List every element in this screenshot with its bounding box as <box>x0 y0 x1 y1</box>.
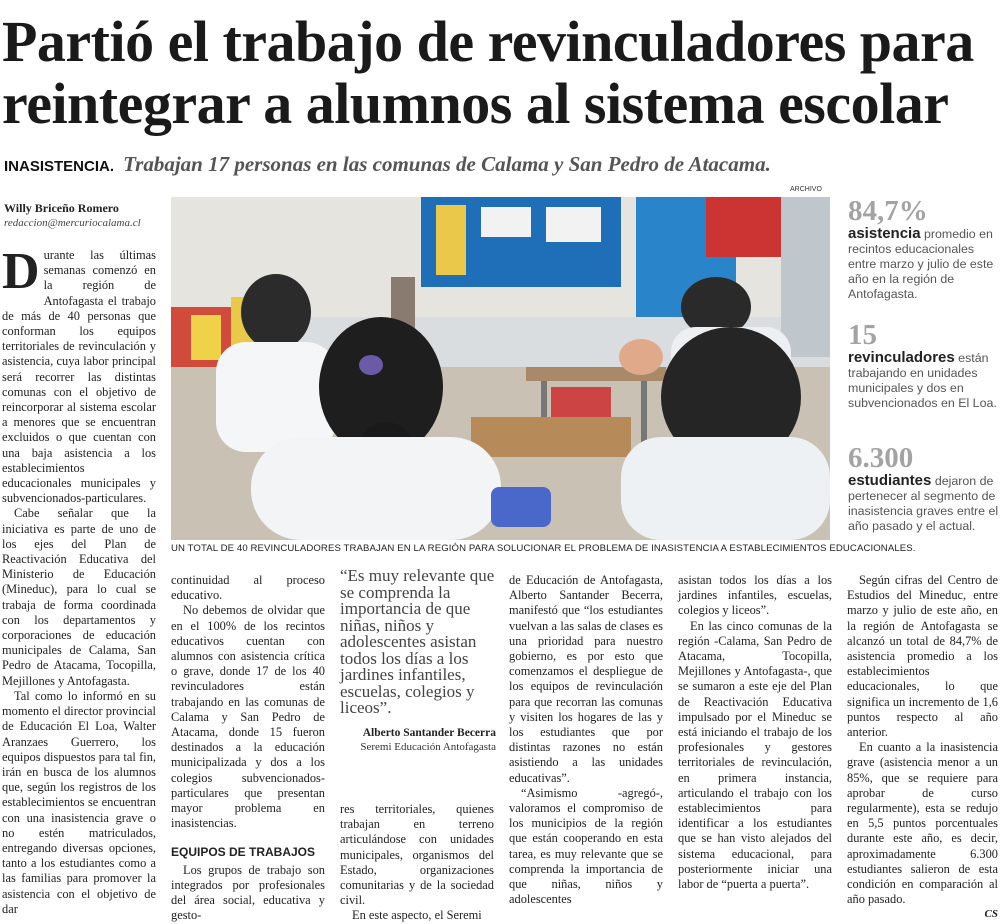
stat-description <box>848 226 1000 302</box>
paragraph: En cuanto a la inasistencia grave (asistencia menor a un 85%, que se requiere para aprobar de curso regularmente), esta se redujo en 5,5 puntos porcentuales durante este año, es decir, aproximadamente 6.300 estudiantes salieron de esta condición en comparación al año pasado. <box>847 740 998 907</box>
stat-key: revinculadores <box>848 349 955 366</box>
signoff-mark: CS <box>984 908 998 921</box>
stat-number: 15 <box>848 319 877 351</box>
paragraph: Los grupos de trabajo son integrados por profesionales del área social, educativa y gesto- <box>171 862 325 923</box>
kicker-text: Trabajan 17 personas en las comunas de Calama y San Pedro de Atacama. <box>123 152 771 176</box>
paragraph: En las cinco comunas de la región -Calama, San Pedro de Atacama, Tocopilla, Mejillones y Antofagasta-, que se sumaron a este eje del Plan de Reactivación Educativa impulsado por el Mineduc se está iniciando el trabajo de los profesionales y gestores territoriales de revinculación, en primera instancia, articulando el trabajo con los establecimientos para identificar a los estudiantes que se han visto alejados del sistema educacional, para posteriormente iniciar una labor de “puerta a puerta”. <box>678 618 832 892</box>
pull-quote <box>340 568 496 753</box>
subheading: EQUIPOS DE TRABAJOS <box>171 845 316 860</box>
kicker-tag: INASISTENCIA. <box>4 158 115 175</box>
paragraph: Según cifras del Centro de Estudios del Mineduc, entre marzo y julio de este año, en la región de Antofagasta se alcanzó un total de 84,7% de asistencia promedio a los establecimientos educacionales, lo que significa un incremento de 1,6 puntos respecto al año anterior. <box>847 573 998 740</box>
pull-quote-text: “Es muy relevante que se comprenda la importancia de que niñas, niños y adolescentes asistan todos los días a los jardines infantiles, escuelas, colegios y liceos”. <box>340 566 495 717</box>
paragraph: “Asimismo -agregó-, valoramos el compromiso de los municipios de la región que están cooperando en esta tarea, es muy relevante que se comprenda la importancia de que niñas, niños y adolescentes <box>509 785 663 907</box>
paragraph: de Educación de Antofagasta, Alberto Santander Becerra, manifestó que “los estudiantes vuelvan a las salas de clases es una prioridad para nuestro gobierno, es por esto que comenzamos el despliegue de los equipos de revinculación para que recorran las comunas y visiten los hogares de las y los estudiantes que por distintas razones no están asistiendo a las unidades educativas”. <box>509 573 663 785</box>
paragraph: Tal como lo informó en su momento el director provincial de Educación El Loa, Walter Aranzaes Guerrero, los equipos dispuestos para tal fin, irán en busca de los alumnos que, según los registros de los establecimientos se encuentran con una inasistencia grave o no estén matriculados, entregando diversas opciones, tanto a los estudiantes como a las familias para promover la asistencia con el objetivo de dar <box>2 688 156 916</box>
article-column-3 <box>340 802 494 924</box>
paragraph: asistan todos los días a los jardines infantiles, escuelas, colegios y liceos”. <box>678 573 832 618</box>
paragraph: continuidad al proceso educativo. <box>171 573 325 603</box>
classroom-photo-illustration <box>171 197 830 540</box>
stat-text: están trabajando en unidades municipales y dos en subvencionados en El Loa. <box>848 351 997 410</box>
stat-block-1 <box>848 196 1000 302</box>
drop-cap: D <box>2 243 40 300</box>
stat-key: estudiantes <box>848 472 932 489</box>
paragraph: En este aspecto, el Seremi <box>352 908 482 923</box>
paragraph: res territoriales, quienes trabajan en terreno articulándose con unidades municipales, organismos del Estado, organizaciones comunitarias y de la sociedad civil. <box>340 802 494 908</box>
photo-caption: UN TOTAL DE 40 REVINCULADORES TRABAJAN EN LA REGIÓN PARA SOLUCIONAR EL PROBLEMA DE INASISTENCIA A ESTABLECIMIENTOS EDUCACIONALES. <box>171 543 916 554</box>
kicker <box>4 152 771 177</box>
stat-number: 6.300 <box>848 442 914 474</box>
headline-line-2: reintegrar a alumnos al sistema escolar <box>2 71 949 136</box>
stat-number: 84,7% <box>848 195 928 227</box>
stat-key: asistencia <box>848 225 921 242</box>
photo-credit: ARCHIVO <box>790 186 822 193</box>
stat-block-3 <box>848 443 1000 534</box>
stat-block-2 <box>848 320 1000 411</box>
stat-text: promedio en recintos educacionales entre marzo y julio de este año en la región de Antofagasta. <box>848 227 994 301</box>
pull-quote-author: Alberto Santander Becerra <box>362 726 496 739</box>
article-column-5 <box>678 573 832 892</box>
paragraph: urante las últimas semanas comenzó en la región de Antofagasta el trabajo de más de 40 personas que conforman los equipos territoriales de revinculación y asistencia, cuya labor principal será recorrer las distintas comunas con el objetivo de reincorporar al sistema escolar a menores que se encuentran excluidos o que cuentan con una baja asistencia a los establecimientos educacionales municipales y subvencionados-particulares. <box>2 248 156 506</box>
headline-line-1: Partió el trabajo de revinculadores para <box>2 9 974 74</box>
stat-description <box>848 473 1000 534</box>
byline-email: redaccion@mercuriocalama.cl <box>4 217 141 229</box>
stat-description <box>848 350 1000 411</box>
article-column-1 <box>2 243 156 917</box>
paragraph: No debemos de olvidar que en el 100% de los recintos educativos cuentan con alumnos con asistencia crítica o grave, donde 17 de los 40 revinculadores están trabajando en las comunas de Calama y San Pedro de Atacama, donde 15 fueron destinados a la educación municipalizada y dos a los colegios subvencionados-particulares que presentan mayor problema en inasistencias. <box>171 603 325 831</box>
classroom-photo <box>171 197 830 540</box>
pull-quote-role: Seremi Educación Antofagasta <box>360 740 496 753</box>
article-column-2 <box>171 573 325 923</box>
paragraph: Cabe señalar que la iniciativa es parte de uno de los ejes del Plan de Reactivación Educativa del Ministerio de Educación (Mineduc), para lo cual se trabaja de forma coordinada con los departamentos y corporaciones de educación municipales de Calama, San Pedro de Atacama, Tocopilla, Mejillones y Antofagasta. <box>2 506 156 688</box>
article-column-6 <box>847 573 998 923</box>
stat-text: dejaron de pertenecer al segmento de inasistencia graves entre el año pasado y el actual. <box>848 474 999 533</box>
article-column-4 <box>509 573 663 907</box>
byline-author: Willy Briceño Romero <box>4 201 119 215</box>
